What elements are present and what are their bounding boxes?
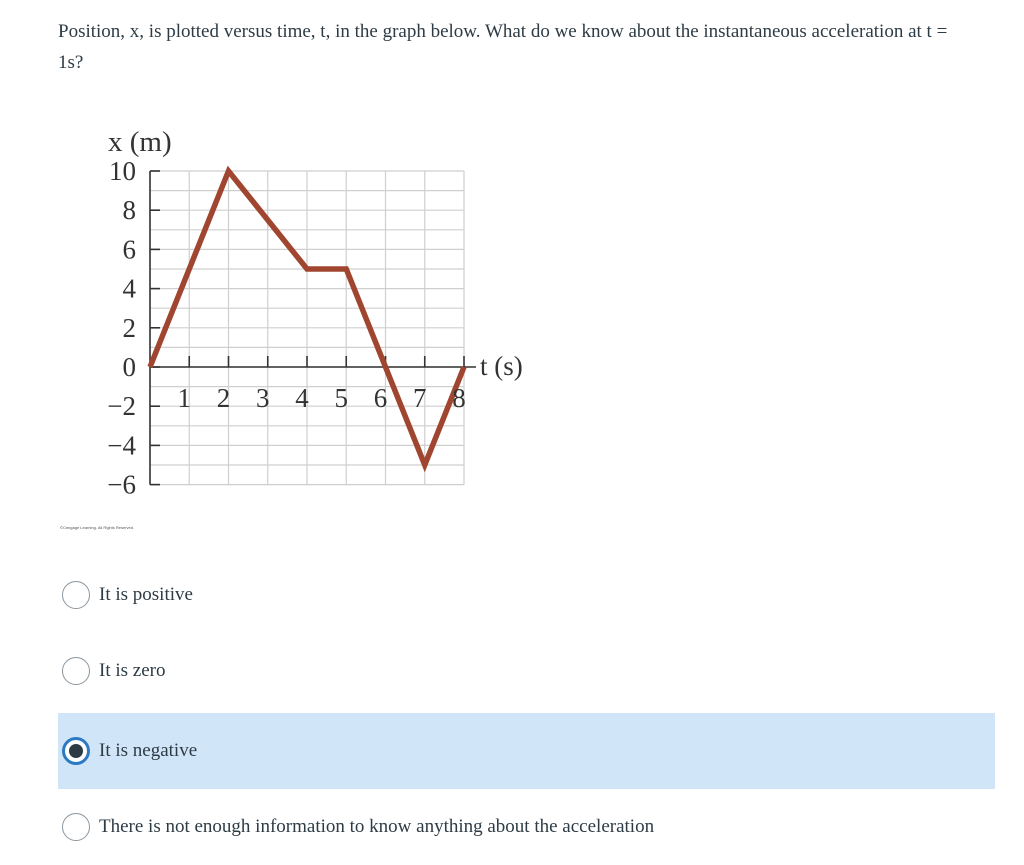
position-time-graph [56, 118, 556, 538]
x-tick-label: 7 [413, 383, 427, 413]
radio-button[interactable] [62, 581, 90, 609]
y-tick-label: 4 [122, 273, 136, 304]
y-tick-label: 6 [122, 234, 136, 265]
answer-option[interactable] [58, 713, 995, 789]
x-tick-label: 6 [373, 383, 388, 413]
y-axis-label: x (m) [108, 126, 172, 158]
copyright-text: ©Cengage Learning. All Rights Reserved. [60, 525, 135, 530]
x-tick-label: 2 [216, 383, 231, 413]
x-tick-label: 3 [256, 383, 270, 413]
answer-label: It is positive [99, 584, 193, 605]
y-tick-label: −4 [107, 430, 136, 461]
x-tick-label: 8 [452, 383, 466, 413]
answer-option[interactable] [58, 557, 995, 633]
radio-button[interactable] [62, 657, 90, 685]
answer-label: There is not enough information to know anything about the acceleration [99, 816, 655, 837]
y-tick-label: −2 [107, 391, 136, 422]
x-tick-label: 1 [177, 383, 191, 413]
question-text: Position, x, is plotted versus time, t, in the graph below. What do we know about the instantaneous acceleration at t = 1s? [58, 21, 948, 73]
answer-label: It is zero [99, 660, 166, 681]
y-tick-label: 8 [122, 195, 136, 226]
answer-label: It is negative [99, 740, 198, 761]
y-tick-label: −6 [107, 469, 136, 500]
x-axis-label: t (s) [480, 351, 523, 381]
x-tick-label: 5 [334, 383, 348, 413]
y-tick-label: 2 [122, 312, 136, 343]
radio-button[interactable] [62, 813, 90, 841]
y-tick-label: 10 [109, 156, 136, 186]
x-tick-label: 4 [295, 383, 309, 413]
y-tick-label: 0 [122, 352, 136, 382]
radio-button-checked[interactable] [62, 737, 90, 765]
answer-option[interactable] [58, 633, 995, 709]
chart-svg [56, 118, 556, 538]
